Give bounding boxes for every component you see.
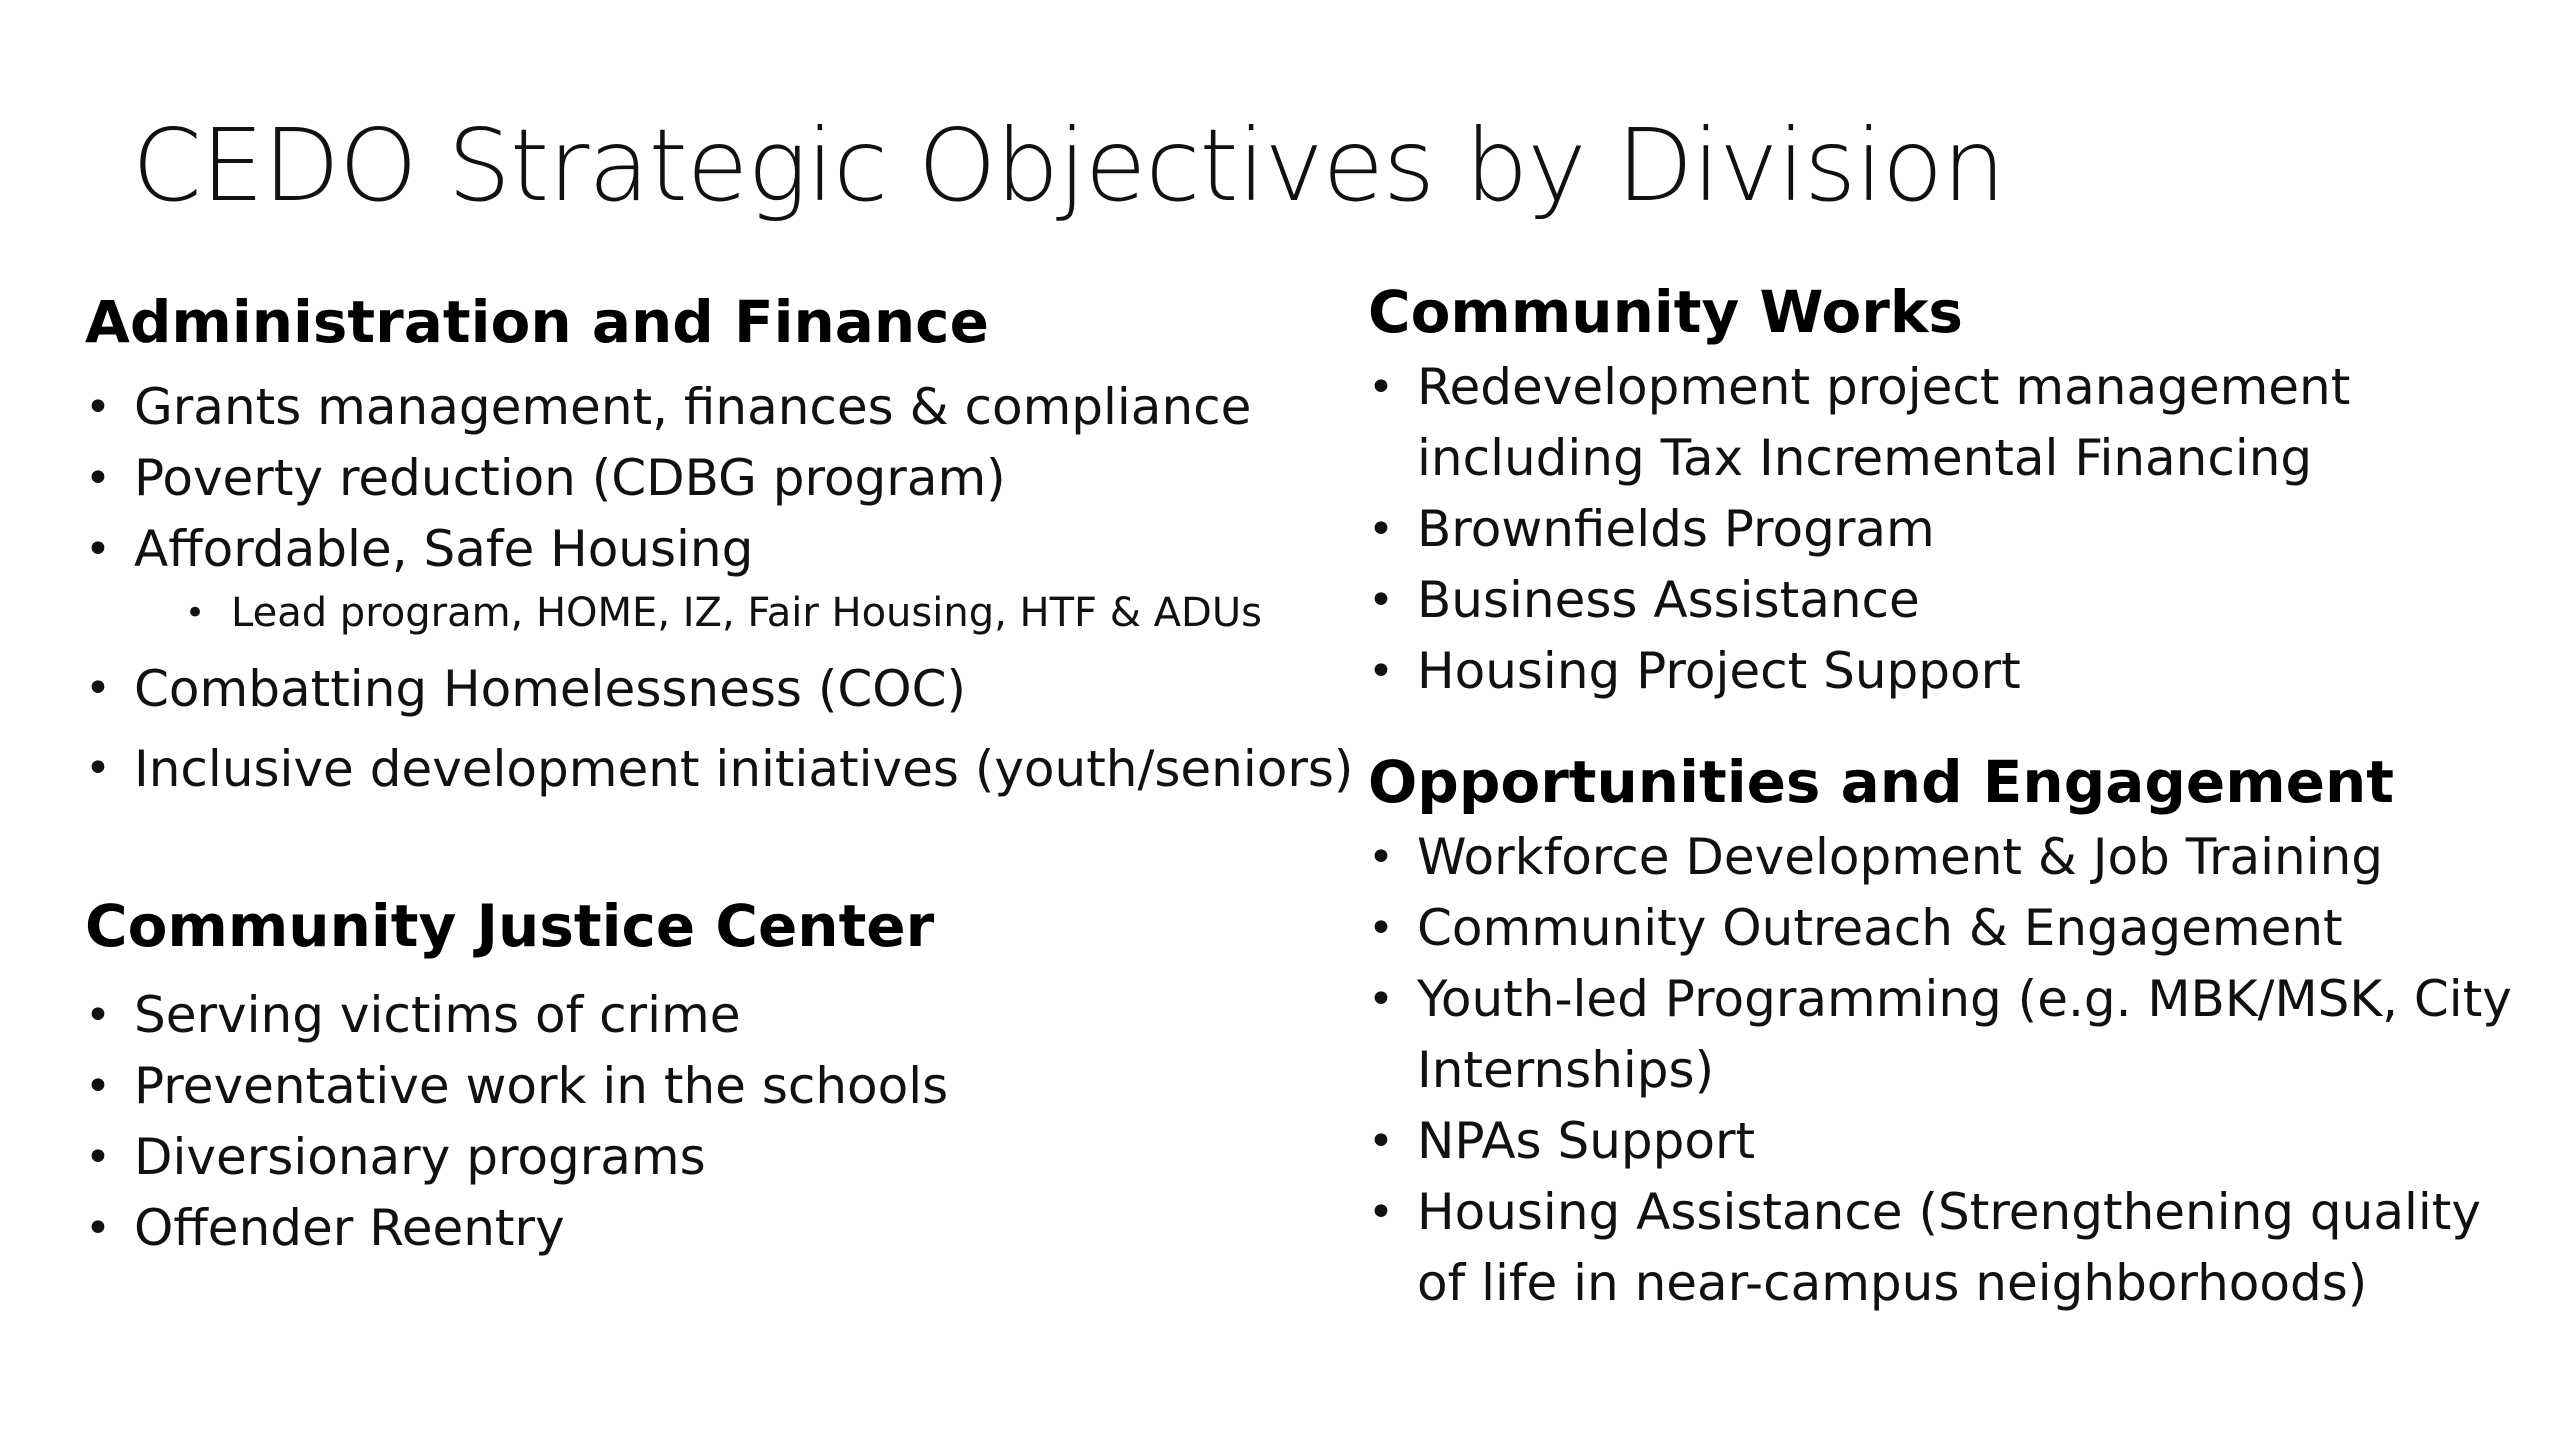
section-community-justice-center [85, 892, 1325, 1264]
section-heading: Community Works [1368, 278, 1963, 346]
list-item: • Brownfields Program [1368, 494, 2538, 565]
list-item: • Poverty reduction (CDBG program) [85, 443, 1325, 514]
list-item: • Inclusive development initiatives (youth/seniors) [85, 729, 1325, 809]
bullet-list [1368, 822, 2538, 1319]
list-item: • Diversionary programs [85, 1122, 1325, 1193]
bullet-list [1368, 352, 2538, 707]
section-heading: Opportunities and Engagement [1368, 748, 2394, 816]
list-item: • Business Assistance [1368, 565, 2538, 636]
section-administration-and-finance [85, 288, 1354, 809]
list-item: • Youth-led Programming (e.g. MBK/MSK, City Internships) [1368, 964, 2538, 1106]
section-opportunities-and-engagement [1368, 748, 2538, 1319]
list-item: • Housing Project Support [1368, 636, 2538, 707]
list-item: • NPAs Support [1368, 1106, 2538, 1177]
list-item: • Housing Assistance (Strengthening quality of life in near-campus neighborhoods) [1368, 1177, 2538, 1319]
list-item: • Workforce Development & Job Training [1368, 822, 2538, 893]
list-item: • Preventative work in the schools [85, 1051, 1325, 1122]
list-item: • Serving victims of crime [85, 980, 1325, 1051]
sub-list-item: • Lead program, HOME, IZ, Fair Housing, HTF & ADUs [85, 585, 1325, 641]
list-item: • Community Outreach & Engagement [1368, 893, 2538, 964]
list-item: • Combatting Homelessness (COC) [85, 649, 1325, 729]
list-item: • Redevelopment project management including Tax Incremental Financing [1368, 352, 2538, 494]
section-heading: Administration and Finance [85, 288, 989, 356]
section-heading: Community Justice Center [85, 892, 935, 960]
bullet-list [85, 980, 1325, 1264]
slide-title: CEDO Strategic Objectives by Division [132, 107, 2005, 224]
section-community-works [1368, 278, 2538, 707]
list-item: • Grants management, finances & compliance [85, 372, 1325, 443]
list-item: • Affordable, Safe Housing [85, 514, 1325, 585]
list-item: • Offender Reentry [85, 1193, 1325, 1264]
bullet-list [85, 372, 1354, 809]
